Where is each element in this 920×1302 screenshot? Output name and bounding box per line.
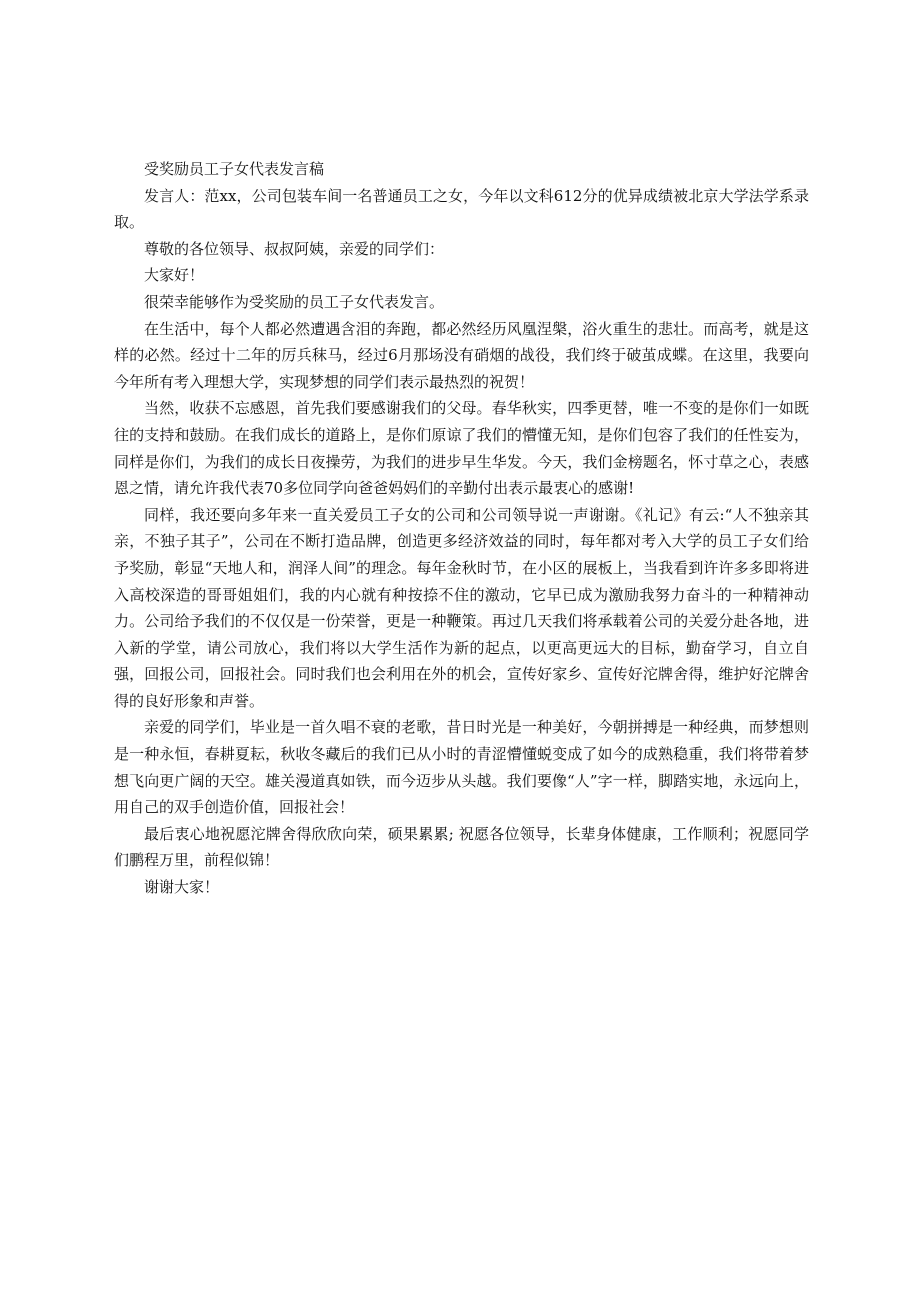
paragraph-wishes: 最后衷心地祝愿沱牌舍得欣欣向荣，硕果累累; 祝愿各位领导，长辈身体健康，工作顺利；祝愿同学们鹏程万里，前程似锦！ xyxy=(114,824,809,870)
paragraph-speaker: 发言人：范xx，公司包装车间一名普通员工之女，今年以文科612分的优异成绩被北京大学法学系录取。 xyxy=(114,186,809,232)
document-body xyxy=(114,156,809,901)
paragraph-company: 同样，我还要向多年来一直关爱员工子女的公司和公司领导说一声谢谢。《礼记》有云:“人不独亲其亲，不独子其子”，公司在不断打造品牌，创造更多经济效益的同时，每年都对考入大学的员工子女们给予奖励，彰显“天地人和，润泽人间”的理念。每年金秋时节，在小区的展板上，当我看到许许多多即将进入高校深造的哥哥姐姐们，我的内心就有种按捺不住的激动，它早已成为激励我努力奋斗的一种精神动力。公司给予我们的不仅仅是一份荣誉，更是一种鞭策。再过几天我们将承载着公司的关爱分赴各地，进入新的学堂，请公司放心，我们将以大学生活作为新的起点，以更高更远大的目标，勤奋学习，自立自强，回报公司，回报社会。同时我们也会利用在外的机会，宣传好家乡、宣传好沱牌舍得，维护好沱牌舍得的良好形象和声誉。 xyxy=(114,505,809,710)
paragraph-exam: 在生活中，每个人都必然遭遇含泪的奔跑，都必然经历风凰涅槃，浴火重生的悲壮。而高考，就是这样的必然。经过十二年的厉兵秣马，经过6月那场没有硝烟的战役，我们终于破茧成蝶。在这里，我要向今年所有考入理想大学，实现梦想的同学们表示最热烈的祝贺！ xyxy=(114,319,809,391)
paragraph-greeting: 大家好！ xyxy=(144,266,205,285)
paragraph-salutation: 尊敬的各位领导、叔叔阿姨，亲爱的同学们： xyxy=(144,239,445,258)
paragraph-parents: 当然，收获不忘感恩，首先我们要感谢我们的父母。春华秋实，四季更替，唯一不变的是你们一如既往的支持和鼓励。在我们成长的道路上，是你们原谅了我们的懵懂无知，是你们包容了我们的任性妄为，同样是你们，为我们的成长日夜操劳，为我们的进步早生华发。今天，我们金榜题名，怀寸草之心，表感恩之情，请允许我代表70多位同学向爸爸妈妈们的辛勤付出表示最衷心的感谢! xyxy=(114,399,809,498)
paragraph-classmates: 亲爱的同学们，毕业是一首久唱不衰的老歌，昔日时光是一种美好，今朝拼搏是一种经典，而梦想则是一种永恒，春耕夏耘，秋收冬藏后的我们已从小时的青涩懵懂蜕变成了如今的成熟稳重，我们将带着梦想飞向更广阔的天空。雄关漫道真如铁，而今迈步从头越。我们要像“人”字一样，脚踏实地，永远向上，用自己的双手创造价值，回报社会！ xyxy=(114,718,809,817)
paragraph-thanks: 谢谢大家！ xyxy=(144,878,220,897)
document-title: 受奖励员工子女代表发言稿 xyxy=(144,160,325,178)
paragraph-intro: 很荣幸能够作为受奖励的员工子女代表发言。 xyxy=(144,292,445,311)
